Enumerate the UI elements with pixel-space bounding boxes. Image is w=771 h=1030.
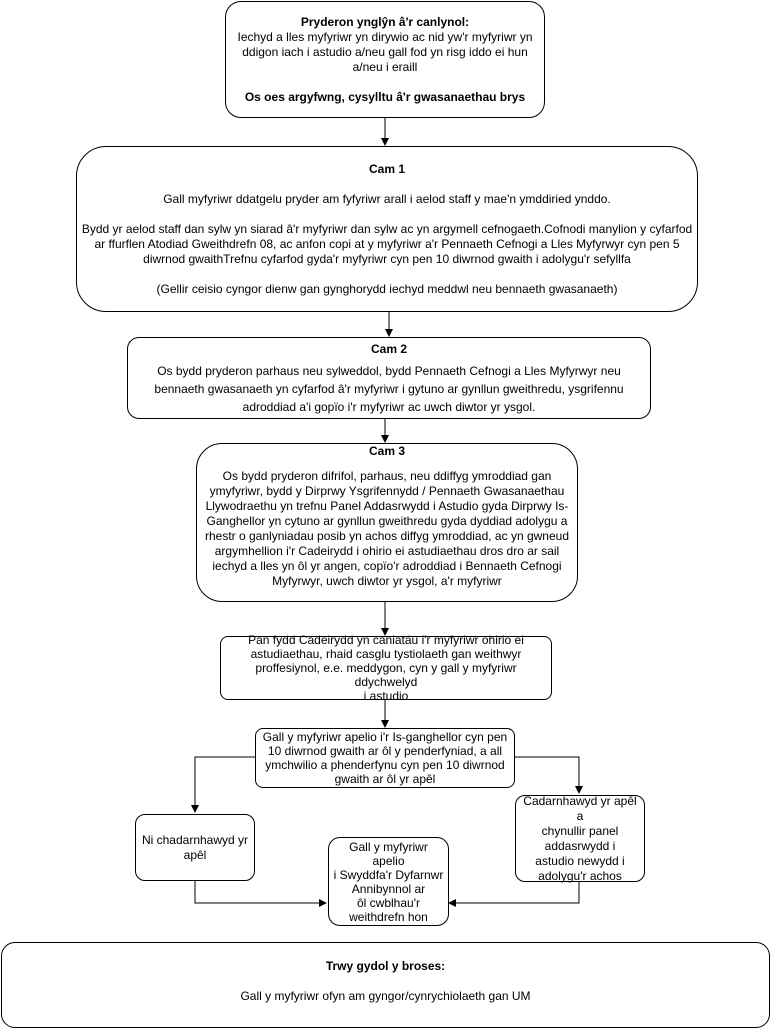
not-upheld-text: Ni chadarnhawyd yr apêl [141, 832, 249, 862]
suspension-box [220, 633, 552, 703]
step1-paragraph-2: Bydd yr aelod staff dan sylw yn siarad â'r myfyriwr dan sylw ac yn argymell cefnogaeth.Cofnodi manylion y cyfarfod ar ffurflen Atodiad Gweithdrefn 08, ac anfon copi at y myfyriwr a'r Pennaeth Cefnogi a Lles Myfyrwyr cyn pen 5 diwrnod gwaithTrefnu cyfarfod gyda'r myfyriwr cyn pen 10 diwrnod gwaith i adolygu'r sefyllfa [81, 221, 693, 266]
emergency-note: Os oes argyfwng, cysylltu â'r gwasanaethau brys [244, 89, 526, 104]
arrow-not-upheld-to-ombudsman [195, 881, 326, 903]
concerns-box [225, 1, 545, 118]
step3-title: Cam 3 [368, 444, 406, 458]
step3-text: Os bydd pryderon difrifol, parhaus, neu ddiffyg ymroddiad gan ymyfyriwr, bydd y Dirprwy Ysgrifennydd / Pennaeth Gwasanaethau Llywodraethu yn trefnu Panel Addasrwydd i Astudio gyda Dirprwy Is- Ganghellor yn cytuno ar gynllun gweithredu gyda dyddiad adolygu a rhestr o ganlyniadau posib yn achos diffyg ymroddiad, ac yn gwneud argymhellion i'r Cadeirydd i ohirio ei astudiaethau dros dro ar sail iechyd a lles yn ôl yr angen, copïo'r adroddiad i Bennaeth Cefnogi Myfyrwyr, uwch diwtor yr ysgol, a'r myfyriwr [204, 469, 569, 588]
upheld-text: Cadarnhawyd yr apêl a chynullir panel addasrwydd i astudio newydd i adolygu'r achos [523, 793, 637, 883]
appeal-text: Gall y myfyriwr apelio i'r Is-ganghellor cyn pen 10 diwrnod gwaith ar ôl y penderfyniad, a all ymchwilio a phenderfynu cyn pen 10 diwrnod gwaith ar ôl yr apêl [262, 730, 508, 786]
throughout-text: Gall y myfyriwr ofyn am gyngor/cynrychiolaeth gan UM [240, 989, 531, 1003]
throughout-heading: Trwy gydol y broses: [325, 959, 446, 973]
concerns-text: Iechyd a lles myfyriwr yn dirywio ac nid yw'r myfyriwr yn ddigon iach i astudio a/neu gall fod yn risg iddo ei hun a/neu i eraill [237, 29, 533, 74]
step1-box [76, 146, 698, 312]
throughout-box [1, 942, 770, 1028]
step3-box [196, 443, 578, 602]
step1-paragraph-1: Gall myfyriwr ddatgelu pryder am fyfyriwr arall i aelod staff y mae'n ymddiried ynddo. [163, 191, 611, 206]
ombudsman-text: Gall y myfyriwr apelio i Swyddfa'r Dyfarnwr Annibynnol ar ôl cwblhau'r weithdrefn hon [333, 839, 444, 924]
step1-title: Cam 1 [368, 161, 406, 176]
concerns-heading: Pryderon ynglŷn â'r canlynol: [300, 14, 470, 29]
step2-text: Os bydd pryderon parhaus neu sylweddol, bydd Pennaeth Cefnogi a Lles Myfyrwyr neu bennaeth gwasanaeth yn cyfarfod â'r myfyriwr i gytuno ar gynllun gweithredu, ysgrifennu adroddiad a'i gopïo i'r myfyriwr ac uwch diwtor yr ysgol. [154, 364, 624, 414]
step2-title: Cam 2 [370, 342, 408, 356]
upheld-box [515, 795, 645, 882]
arrow-appeal-to-not-upheld [195, 757, 255, 812]
arrow-appeal-to-upheld [515, 757, 579, 793]
step2-box [127, 337, 651, 419]
appeal-box [255, 728, 515, 788]
arrow-upheld-to-ombudsman [449, 882, 579, 903]
not-upheld-box [135, 814, 255, 881]
ombudsman-box [328, 837, 449, 926]
step1-paragraph-3: (Gellir ceisio cyngor dienw gan gynghorydd iechyd meddwl neu bennaeth gwasanaeth) [156, 281, 618, 296]
suspension-text: Pan fydd Cadeirydd yn caniatáu i'r myfyriwr ohirio ei astudiaethau, rhaid casglu tystiolaeth gan weithwyr proffesiynol, e.e. meddygon, cyn y gall y myfyriwr ddychwelyd i astudio [248, 633, 524, 703]
